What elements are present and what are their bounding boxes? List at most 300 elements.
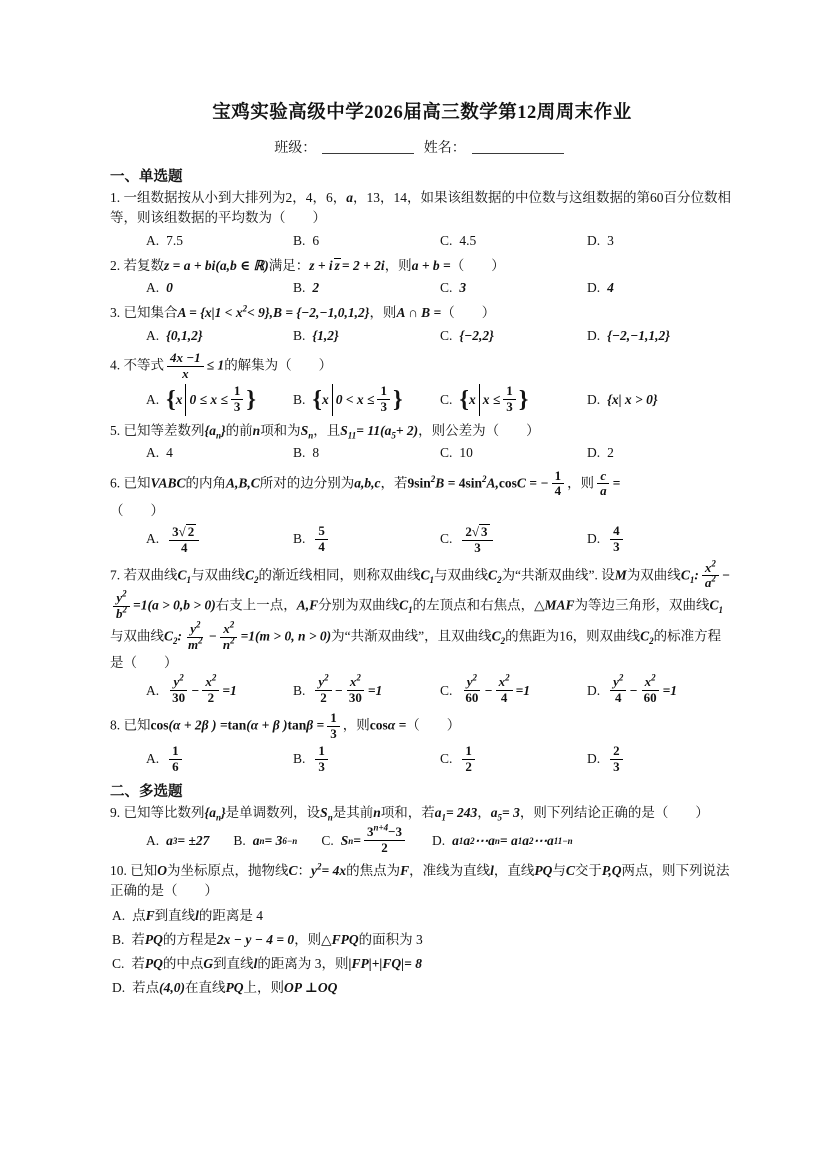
option: [293, 278, 440, 298]
fraction-denominator: [317, 691, 330, 706]
fraction-numerator: [315, 744, 328, 760]
text-run: 若: [131, 956, 145, 972]
superscript: 2: [324, 673, 329, 684]
math-run: l: [490, 863, 494, 879]
option: [146, 278, 293, 298]
text-run: 8: [312, 445, 320, 461]
math-run: A,F: [296, 597, 319, 613]
subscript: 1: [441, 812, 446, 823]
fraction-numerator: [597, 469, 609, 485]
text-run: 是单调数列，设: [225, 805, 321, 821]
math-run: A = {x|1 < x: [177, 305, 243, 321]
math-run: 0 ≤ x ≤: [189, 391, 228, 407]
set-divider-bar: [185, 384, 186, 416]
text-run: ，则公差为（ ）: [418, 423, 540, 439]
text-run: 的距离为 3，则: [257, 956, 349, 972]
option: [293, 524, 440, 555]
math-run: =1(a > 0,b > 0): [133, 597, 216, 613]
math-run: 0 < x ≤: [335, 391, 375, 407]
section-heading: 一、单选题: [110, 169, 183, 185]
set-brace: }: [392, 385, 403, 413]
math-run: c: [600, 467, 607, 483]
math-run: = 2 + 2i: [341, 257, 385, 273]
text-run: 上，则: [243, 980, 284, 996]
math-run: x: [349, 674, 357, 690]
options-row: [146, 443, 734, 463]
options-row: [146, 744, 734, 775]
option: [440, 675, 587, 706]
math-run: 2: [320, 690, 327, 706]
fraction: [364, 822, 405, 856]
option-label: B.: [293, 391, 306, 407]
fraction-numerator: [169, 744, 182, 760]
option: [587, 326, 734, 346]
text-run: ，直线: [493, 863, 535, 879]
set-brace: {: [312, 385, 322, 413]
option: [146, 443, 293, 463]
fraction-denominator: [205, 691, 218, 706]
math-run: z + i: [309, 257, 333, 273]
text-run: 6: [312, 232, 320, 248]
superscript: 2: [618, 673, 624, 684]
math-run: y: [466, 674, 473, 690]
text-run: ，则: [567, 475, 595, 491]
text-run: 6. 已知: [110, 475, 151, 491]
option: [146, 744, 293, 775]
subscript: 1: [408, 605, 413, 616]
math-run: a: [704, 575, 712, 591]
question-paragraph: [110, 861, 734, 902]
option-label: D.: [112, 980, 126, 996]
option-label: B.: [112, 931, 125, 947]
superscript: 2: [711, 558, 716, 569]
option: [587, 443, 734, 463]
fraction: [315, 675, 331, 706]
subscript: n: [215, 812, 221, 823]
math-run: (4,0): [159, 980, 185, 996]
math-run: 3: [330, 726, 337, 742]
text-run: 与双曲线: [110, 628, 164, 644]
option: [440, 231, 587, 251]
math-run: z = a + bi(a,b ∈ ℝ): [164, 257, 269, 273]
text-run: 4: [166, 445, 173, 461]
text-run: 的标准方程是（ ）: [110, 628, 722, 671]
fraction: [597, 469, 610, 500]
option-label: C.: [440, 682, 453, 698]
math-run: 9sin: [407, 475, 431, 491]
math-run: 3: [506, 399, 513, 415]
option: [587, 675, 734, 706]
fraction-numerator: [610, 524, 623, 540]
text-run: ，则: [384, 257, 412, 273]
option: [112, 954, 734, 974]
fraction-denominator: [315, 760, 328, 775]
math-run: 3: [613, 759, 620, 775]
fraction-numerator: [642, 675, 659, 691]
text-run: 是其前: [332, 805, 374, 821]
text-run: 两点，则下列说法正确的是（ ）: [110, 863, 730, 899]
fraction: [610, 744, 623, 775]
text-run: 与: [552, 863, 566, 879]
option-label: B.: [293, 327, 306, 343]
question-paragraph: [110, 469, 734, 500]
options-row: [146, 675, 734, 706]
text-run: 7. 若双曲线: [110, 567, 178, 583]
option: [440, 278, 587, 298]
math-run: −: [191, 682, 200, 698]
math-run: 0: [166, 280, 173, 295]
math-run: 2: [465, 523, 472, 539]
question-paragraph: [110, 711, 734, 742]
text-run: ，且: [313, 423, 341, 439]
text-run: 的焦点为: [346, 863, 401, 879]
text-run: 2. 若复数: [110, 257, 164, 273]
math-run: =: [353, 832, 361, 848]
math-run: x: [321, 391, 329, 407]
math-run: FPQ: [331, 931, 359, 947]
math-run: 5: [318, 523, 325, 539]
math-run: 3: [318, 759, 325, 775]
text-run: 的前: [225, 423, 253, 439]
option-label: C.: [440, 391, 453, 407]
fraction-numerator: [315, 675, 331, 691]
math-run: M: [614, 567, 627, 583]
math-run: A ∩ B =: [396, 305, 442, 321]
question-paragraph: [110, 421, 734, 441]
math-run: {a: [204, 423, 216, 439]
option: [293, 231, 440, 251]
math-run: −3: [388, 824, 402, 840]
option: [587, 744, 734, 775]
fraction: [202, 675, 219, 706]
math-run: 4: [318, 539, 325, 555]
option-label: A.: [146, 682, 160, 698]
math-run: C: [488, 567, 498, 583]
math-run: −: [721, 567, 731, 583]
fraction: [113, 591, 130, 622]
fraction-denominator: [346, 691, 365, 706]
options-row: [146, 822, 734, 856]
text-run: 项和为: [260, 423, 301, 439]
class-label: 班级：: [274, 141, 317, 156]
math-run: 3: [233, 399, 241, 415]
math-run: a: [166, 832, 173, 848]
options-row: [146, 384, 734, 416]
math-run: tan: [227, 717, 247, 733]
fraction-denominator: [610, 540, 623, 555]
math-run: 2: [207, 690, 215, 706]
superscript: 2: [651, 673, 656, 684]
math-run: 30: [172, 690, 186, 706]
math-run: x ≤: [482, 391, 501, 407]
text-run: 若: [131, 931, 145, 947]
option-label: A.: [146, 280, 160, 295]
subscript: 1: [718, 605, 724, 616]
math-run: :: [694, 567, 699, 583]
fraction: [315, 744, 328, 775]
text-run: ，13，14，如果该组数据的中位数与这组数据的第60百分位数相等，则该组数据的平均数为（ ）: [110, 190, 731, 226]
text-run: 10: [459, 445, 473, 461]
math-run: {a: [204, 805, 216, 821]
text-run: （ ）: [441, 305, 496, 321]
math-run: :: [177, 628, 183, 644]
math-run: 3: [366, 824, 374, 840]
superscript: 2: [229, 619, 235, 630]
section-heading: 二、多选题: [110, 784, 183, 801]
text-run: 7.5: [166, 232, 183, 248]
fraction-denominator: [185, 635, 206, 653]
math-run: 3: [380, 399, 387, 415]
fraction: [462, 524, 492, 556]
options-row: [146, 278, 734, 298]
option-label: C.: [112, 956, 125, 972]
option: [293, 326, 440, 346]
student-info-line: [110, 137, 734, 157]
text-run: 点: [132, 907, 146, 923]
fraction-numerator: [464, 675, 480, 691]
math-run: 1: [318, 743, 325, 759]
math-run: a: [252, 832, 260, 848]
math-run: y: [173, 674, 180, 690]
math-run: MAF: [544, 597, 575, 613]
fraction: [231, 384, 244, 415]
fraction-numerator: [377, 384, 390, 400]
math-run: = 4x: [321, 863, 347, 879]
text-run: 交于: [574, 863, 602, 879]
math-run: 2: [613, 743, 620, 759]
math-run: y: [613, 674, 619, 690]
math-run: (α + β ): [246, 717, 288, 733]
name-blank-line: [472, 140, 564, 154]
text-run: 的距离是 4: [198, 907, 264, 923]
option-label: D.: [587, 682, 601, 698]
text-run: 在直线: [185, 980, 226, 996]
option-label: B.: [293, 682, 306, 698]
option: [112, 930, 734, 950]
fraction: [377, 384, 390, 415]
math-run: 3: [613, 539, 620, 555]
math-run: 2: [465, 759, 472, 775]
question-paragraph: [110, 256, 734, 276]
fraction-denominator: [471, 541, 484, 556]
radical: [179, 524, 197, 539]
math-run: = 11(a: [356, 423, 392, 439]
math-run: C: [164, 628, 174, 644]
text-run: ：: [297, 863, 312, 879]
fraction-numerator: [327, 711, 340, 727]
math-run: 2: [312, 280, 320, 295]
superscript: 2: [482, 473, 487, 484]
math-run: C: [709, 597, 719, 613]
math-run: α =: [387, 717, 407, 733]
math-run: −: [484, 682, 493, 698]
math-run: l: [253, 956, 258, 972]
fraction-denominator: [498, 691, 511, 706]
superscript: 2: [195, 619, 201, 630]
math-run: S: [340, 832, 349, 848]
math-run: A,B,C: [226, 475, 260, 491]
fraction-denominator: [315, 540, 328, 555]
option-label: C.: [440, 445, 453, 461]
math-run: C: [565, 863, 575, 879]
math-run: ⋯a: [474, 832, 495, 848]
option-label: A.: [146, 445, 160, 461]
math-run: PQ: [144, 931, 163, 947]
radical: [472, 524, 490, 539]
math-run: a: [600, 483, 607, 499]
subscript: 5: [391, 430, 396, 441]
math-run: A,: [486, 475, 499, 491]
math-run: x: [468, 391, 476, 407]
math-run: 3: [172, 523, 179, 539]
math-run: C: [288, 863, 298, 879]
math-run: 2: [381, 840, 388, 856]
math-run: −: [629, 682, 638, 698]
set-divider-bar: [332, 384, 333, 416]
math-run: n: [373, 805, 381, 821]
fraction-denominator: [597, 484, 610, 499]
math-run: cos: [150, 717, 169, 733]
text-run: ，准线为直线: [409, 863, 491, 879]
math-run: y: [116, 590, 123, 606]
math-run: y: [311, 863, 318, 879]
option: [587, 524, 734, 555]
text-run: 的内角: [185, 475, 227, 491]
fraction-denominator: [612, 691, 625, 706]
radical-sign-icon: √: [178, 523, 186, 539]
fraction: [702, 558, 719, 592]
option-label: C.: [440, 327, 453, 343]
option: [293, 744, 440, 775]
document-body: [110, 165, 734, 999]
option-label: C.: [440, 531, 453, 547]
radical-sign-icon: √: [471, 523, 480, 539]
fraction-denominator: [641, 691, 660, 706]
math-run: = 243: [445, 805, 478, 821]
option: [146, 675, 293, 706]
text-run: 1. 一组数据按从小到大排列为2，4，6，: [110, 190, 347, 205]
text-run: ，若: [380, 475, 408, 491]
math-run: ⋯a: [533, 832, 554, 848]
math-run: 2x − y − 4 = 0: [216, 931, 295, 947]
superscript: 2: [211, 673, 217, 684]
options-row: [112, 906, 734, 999]
text-run: （ ）: [406, 717, 461, 733]
fraction: [169, 744, 182, 775]
text-run: 为“共渐双曲线”，且双曲线: [331, 628, 492, 644]
fraction-numerator: [364, 822, 405, 841]
text-run: 为双曲线: [626, 567, 681, 583]
fraction-numerator: [462, 524, 492, 541]
math-run: 30: [348, 690, 362, 706]
math-run: = 3: [502, 805, 520, 821]
math-run: = a: [499, 832, 518, 848]
option: [440, 443, 587, 463]
option-label: A.: [146, 391, 160, 407]
fraction-numerator: [610, 744, 623, 760]
set-brace: }: [246, 385, 256, 413]
text-run: 的解集为（ ）: [224, 357, 333, 373]
fraction-denominator: [610, 760, 623, 775]
option: [293, 443, 440, 463]
math-run: }: [220, 805, 226, 821]
fraction-numerator: [113, 591, 129, 607]
math-run: 60: [465, 690, 479, 706]
set-brace: {: [459, 385, 469, 413]
math-run: C: [245, 567, 255, 583]
math-run: 1: [233, 383, 241, 399]
text-run: 若点: [132, 980, 160, 996]
math-run: 4: [500, 690, 508, 706]
options-row: [146, 326, 734, 346]
math-run: {−2,−1,1,2}: [607, 327, 671, 343]
fraction-numerator: [202, 675, 219, 691]
text-run: 右支上一点，: [215, 597, 297, 613]
option-label: B.: [293, 232, 306, 248]
subscript: 2: [649, 636, 654, 647]
option: [587, 231, 734, 251]
name-label: 姓名：: [423, 141, 466, 156]
superscript: 2: [505, 673, 510, 684]
fraction: [462, 675, 481, 706]
class-blank-line: [322, 140, 414, 154]
math-run: =1: [662, 682, 678, 698]
fraction: [610, 524, 623, 555]
fraction-denominator: [503, 400, 516, 415]
fraction-denominator: [178, 541, 191, 556]
math-run: a: [490, 805, 498, 821]
superscript: 2: [430, 473, 436, 484]
fraction-denominator: [231, 400, 244, 415]
text-run: 与双曲线: [434, 567, 489, 583]
option: D. a 1 a 2 ⋯a n = a 1 a 2 ⋯a 11−n: [432, 831, 573, 851]
option: [587, 390, 734, 410]
option-label: D.: [587, 445, 601, 461]
text-run: （ ）: [110, 503, 164, 519]
fraction-denominator: [378, 841, 391, 856]
superscript: 2: [122, 605, 127, 615]
math-run: PQ: [144, 956, 163, 972]
math-run: 4: [554, 483, 562, 499]
fraction-numerator: [462, 744, 475, 760]
math-run: tan: [287, 717, 307, 733]
option-label: D.: [587, 327, 601, 343]
math-run: 1: [330, 710, 337, 726]
fraction: [167, 351, 204, 382]
math-run: B: [435, 475, 445, 491]
math-run: 1: [506, 383, 513, 399]
text-run: 的焦距为16，则双曲线: [505, 628, 641, 644]
math-run: a,b,c: [354, 475, 381, 491]
math-run: VABC: [150, 475, 186, 491]
math-run: n: [222, 637, 231, 653]
text-run: 2: [607, 445, 614, 461]
math-run: n: [252, 423, 261, 439]
question-paragraph: [110, 501, 734, 521]
option-label: C.: [440, 232, 453, 248]
text-run: 的面积为 3: [358, 931, 423, 947]
option: [440, 744, 587, 775]
option: [146, 231, 293, 251]
math-run: < 9},B = {−2,−1,0,1,2}: [247, 305, 370, 321]
fraction-numerator: [315, 524, 328, 540]
fraction-denominator: [377, 400, 390, 415]
math-run: |FP|+|FQ|= 8: [348, 956, 422, 972]
superscript: 2: [242, 303, 248, 314]
math-run: cos: [369, 717, 388, 733]
math-run: 1: [465, 743, 472, 759]
fraction-denominator: [552, 484, 565, 499]
